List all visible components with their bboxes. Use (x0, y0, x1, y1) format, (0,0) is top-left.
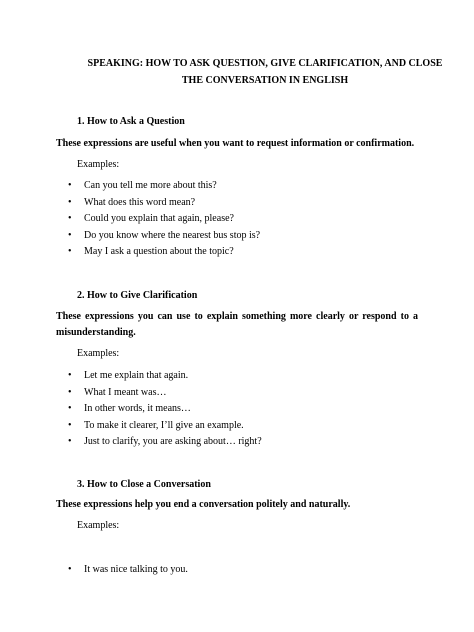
section-3-examples-label: Examples: (77, 520, 120, 531)
list-item-text: Do you know where the nearest bus stop is? (84, 229, 261, 241)
document-title-line-1: SPEAKING: HOW TO ASK QUESTION, GIVE CLARIFICATION, AND CLOSE (87, 58, 443, 69)
list-item-text: May I ask a question about the topic? (84, 246, 234, 257)
list-item-text: What does this word mean? (84, 196, 196, 208)
list-item-text: Could you explain that again, please? (84, 213, 234, 224)
bullet-icon: • (68, 213, 72, 224)
section-2-examples-label: Examples: (77, 348, 120, 359)
list-item-text: What I meant was… (84, 386, 167, 398)
bullet-icon: • (68, 246, 72, 257)
bullet-icon: • (68, 370, 72, 381)
bullet-icon: • (68, 403, 72, 414)
bullet-icon: • (68, 386, 72, 398)
bullet-icon: • (68, 436, 72, 447)
list-item-text: Can you tell me more about this? (84, 180, 217, 191)
list-item-text: It was nice talking to you. (84, 564, 188, 575)
section-2-heading: 2. How to Give Clarification (77, 290, 198, 301)
bullet-icon: • (68, 180, 72, 191)
list-item-text: To make it clearer, I’ll give an example. (84, 419, 244, 431)
section-1-examples-label: Examples: (77, 159, 120, 170)
bullet-icon: • (68, 196, 72, 208)
section-2-intro-line-1: These expressions you can use to explain something more clearly or respond to a (56, 311, 418, 322)
bullet-icon: • (68, 564, 72, 575)
list-item-text: In other words, it means… (84, 403, 191, 414)
section-3-heading: 3. How to Close a Conversation (77, 479, 211, 490)
section-2-intro-line-2: misunderstanding. (56, 327, 136, 338)
document-title-line-2: THE CONVERSATION IN ENGLISH (181, 75, 349, 86)
bullet-icon: • (68, 229, 72, 241)
list-item-text: Let me explain that again. (84, 370, 189, 381)
section-1-intro: These expressions are useful when you want to request information or confirmation. (56, 138, 415, 149)
bullet-icon: • (68, 419, 72, 431)
section-1-heading: 1. How to Ask a Question (77, 116, 185, 127)
list-item-text: Just to clarify, you are asking about… right? (84, 436, 262, 447)
section-3-intro: These expressions help you end a conversation politely and naturally. (56, 499, 351, 510)
